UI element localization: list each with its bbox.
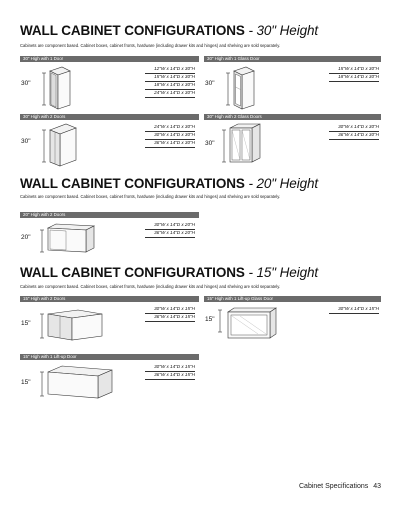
size-option: 36"W x 14"D x 20"H	[145, 230, 195, 238]
panel-label: 15" High with 1 Lift-up Glass Door	[204, 296, 381, 302]
section-note: Cabinets are component based. Cabinet boxes, cabinet fronts, hardware (including drawer kits and hinges) and shelving are sold separately.	[20, 284, 281, 289]
panel-15-2-doors	[20, 296, 199, 348]
size-list	[145, 124, 195, 148]
panel-label: 30" High with 2 Glass Doors	[204, 114, 381, 120]
size-list	[329, 124, 379, 140]
size-option: 24"W x 14"D x 30"H	[145, 90, 195, 98]
section-title-20	[20, 176, 318, 191]
size-list	[329, 306, 379, 314]
height-label: 30"	[21, 80, 31, 87]
size-list	[145, 222, 195, 238]
height-label: 30"	[205, 80, 215, 87]
cabinet-2-door-illustration	[42, 124, 78, 166]
panel-label: 30" High with 2 Doors	[20, 114, 199, 120]
size-option: 30"W x 14"D x 20"H	[145, 222, 195, 230]
cabinet-1-door-illustration	[42, 67, 72, 111]
panel-label: 30" High with 1 Glass Door	[204, 56, 381, 62]
cabinet-glass-door-illustration	[226, 67, 256, 111]
section-title-text: WALL CABINET CONFIGURATIONS	[20, 23, 245, 38]
cabinet-15-2-door-illustration	[40, 308, 104, 342]
page-number: 43	[373, 483, 382, 490]
size-option: 18"W x 14"D x 30"H	[145, 82, 195, 90]
cabinet-2-glass-door-illustration	[222, 124, 262, 166]
size-list	[329, 66, 379, 82]
panel-label: 15" High with 1 Lift-up Door	[20, 354, 199, 360]
panel-30-1-glass-door	[204, 56, 381, 110]
size-option: 36"W x 14"D x 30"H	[329, 132, 379, 140]
section-title-15	[20, 265, 318, 280]
section-title-30	[20, 23, 318, 38]
section-title-text: WALL CABINET CONFIGURATIONS	[20, 265, 245, 280]
panel-15-lift-up-glass-door	[204, 296, 381, 348]
section-subtitle: - 15" Height	[244, 265, 319, 280]
panel-20-2-doors	[20, 212, 199, 260]
size-option: 36"W x 14"D x 30"H	[145, 140, 195, 148]
size-option: 15"W x 14"D x 30"H	[145, 74, 195, 82]
section-note: Cabinets are component based. Cabinet boxes, cabinet fronts, hardware (including drawer kits and hinges) and shelving are sold separately.	[20, 194, 281, 199]
footer-label: Cabinet Specifications	[299, 483, 369, 490]
panel-15-lift-up-door	[20, 354, 199, 402]
section-title-text: WALL CABINET CONFIGURATIONS	[20, 176, 245, 191]
size-option: 36"W x 14"D x 15"H	[145, 314, 195, 322]
size-option: 12"W x 14"D x 30"H	[145, 66, 195, 74]
cabinet-lift-up-illustration	[40, 366, 114, 400]
size-list	[145, 66, 195, 98]
section-note: Cabinets are component based. Cabinet boxes, cabinet fronts, hardware (including drawer kits and hinges) and shelving are sold separately.	[20, 43, 281, 48]
size-option: 30"W x 14"D x 15"H	[329, 306, 379, 314]
panel-30-2-glass-doors	[204, 114, 381, 164]
section-subtitle: - 20" Height	[244, 176, 319, 191]
height-label: 15"	[21, 379, 31, 386]
cabinet-lift-up-glass-illustration	[218, 306, 278, 342]
size-option: 30"W x 14"D x 15"H	[145, 364, 195, 372]
panel-30-2-doors	[20, 114, 199, 164]
size-option: 15"W x 14"D x 30"H	[329, 66, 379, 74]
panel-label: 20" High with 2 Doors	[20, 212, 199, 218]
height-label: 30"	[21, 138, 31, 145]
size-option: 30"W x 14"D x 30"H	[145, 132, 195, 140]
size-list	[145, 306, 195, 322]
panel-30-1-door	[20, 56, 199, 110]
size-option: 18"W x 14"D x 30"H	[329, 74, 379, 82]
size-option: 30"W x 14"D x 15"H	[145, 306, 195, 314]
height-label: 15"	[21, 320, 31, 327]
size-list	[145, 364, 195, 380]
size-option: 36"W x 14"D x 15"H	[145, 372, 195, 380]
cabinet-20-2-door-illustration	[40, 224, 96, 256]
section-subtitle: - 30" Height	[244, 23, 319, 38]
panel-label: 15" High with 2 Doors	[20, 296, 199, 302]
height-label: 20"	[21, 234, 31, 241]
height-label: 15"	[205, 316, 215, 323]
page-footer	[299, 483, 381, 490]
size-option: 30"W x 14"D x 30"H	[329, 124, 379, 132]
size-option: 24"W x 14"D x 30"H	[145, 124, 195, 132]
panel-label: 30" High with 1 Door	[20, 56, 199, 62]
height-label: 30"	[205, 140, 215, 147]
